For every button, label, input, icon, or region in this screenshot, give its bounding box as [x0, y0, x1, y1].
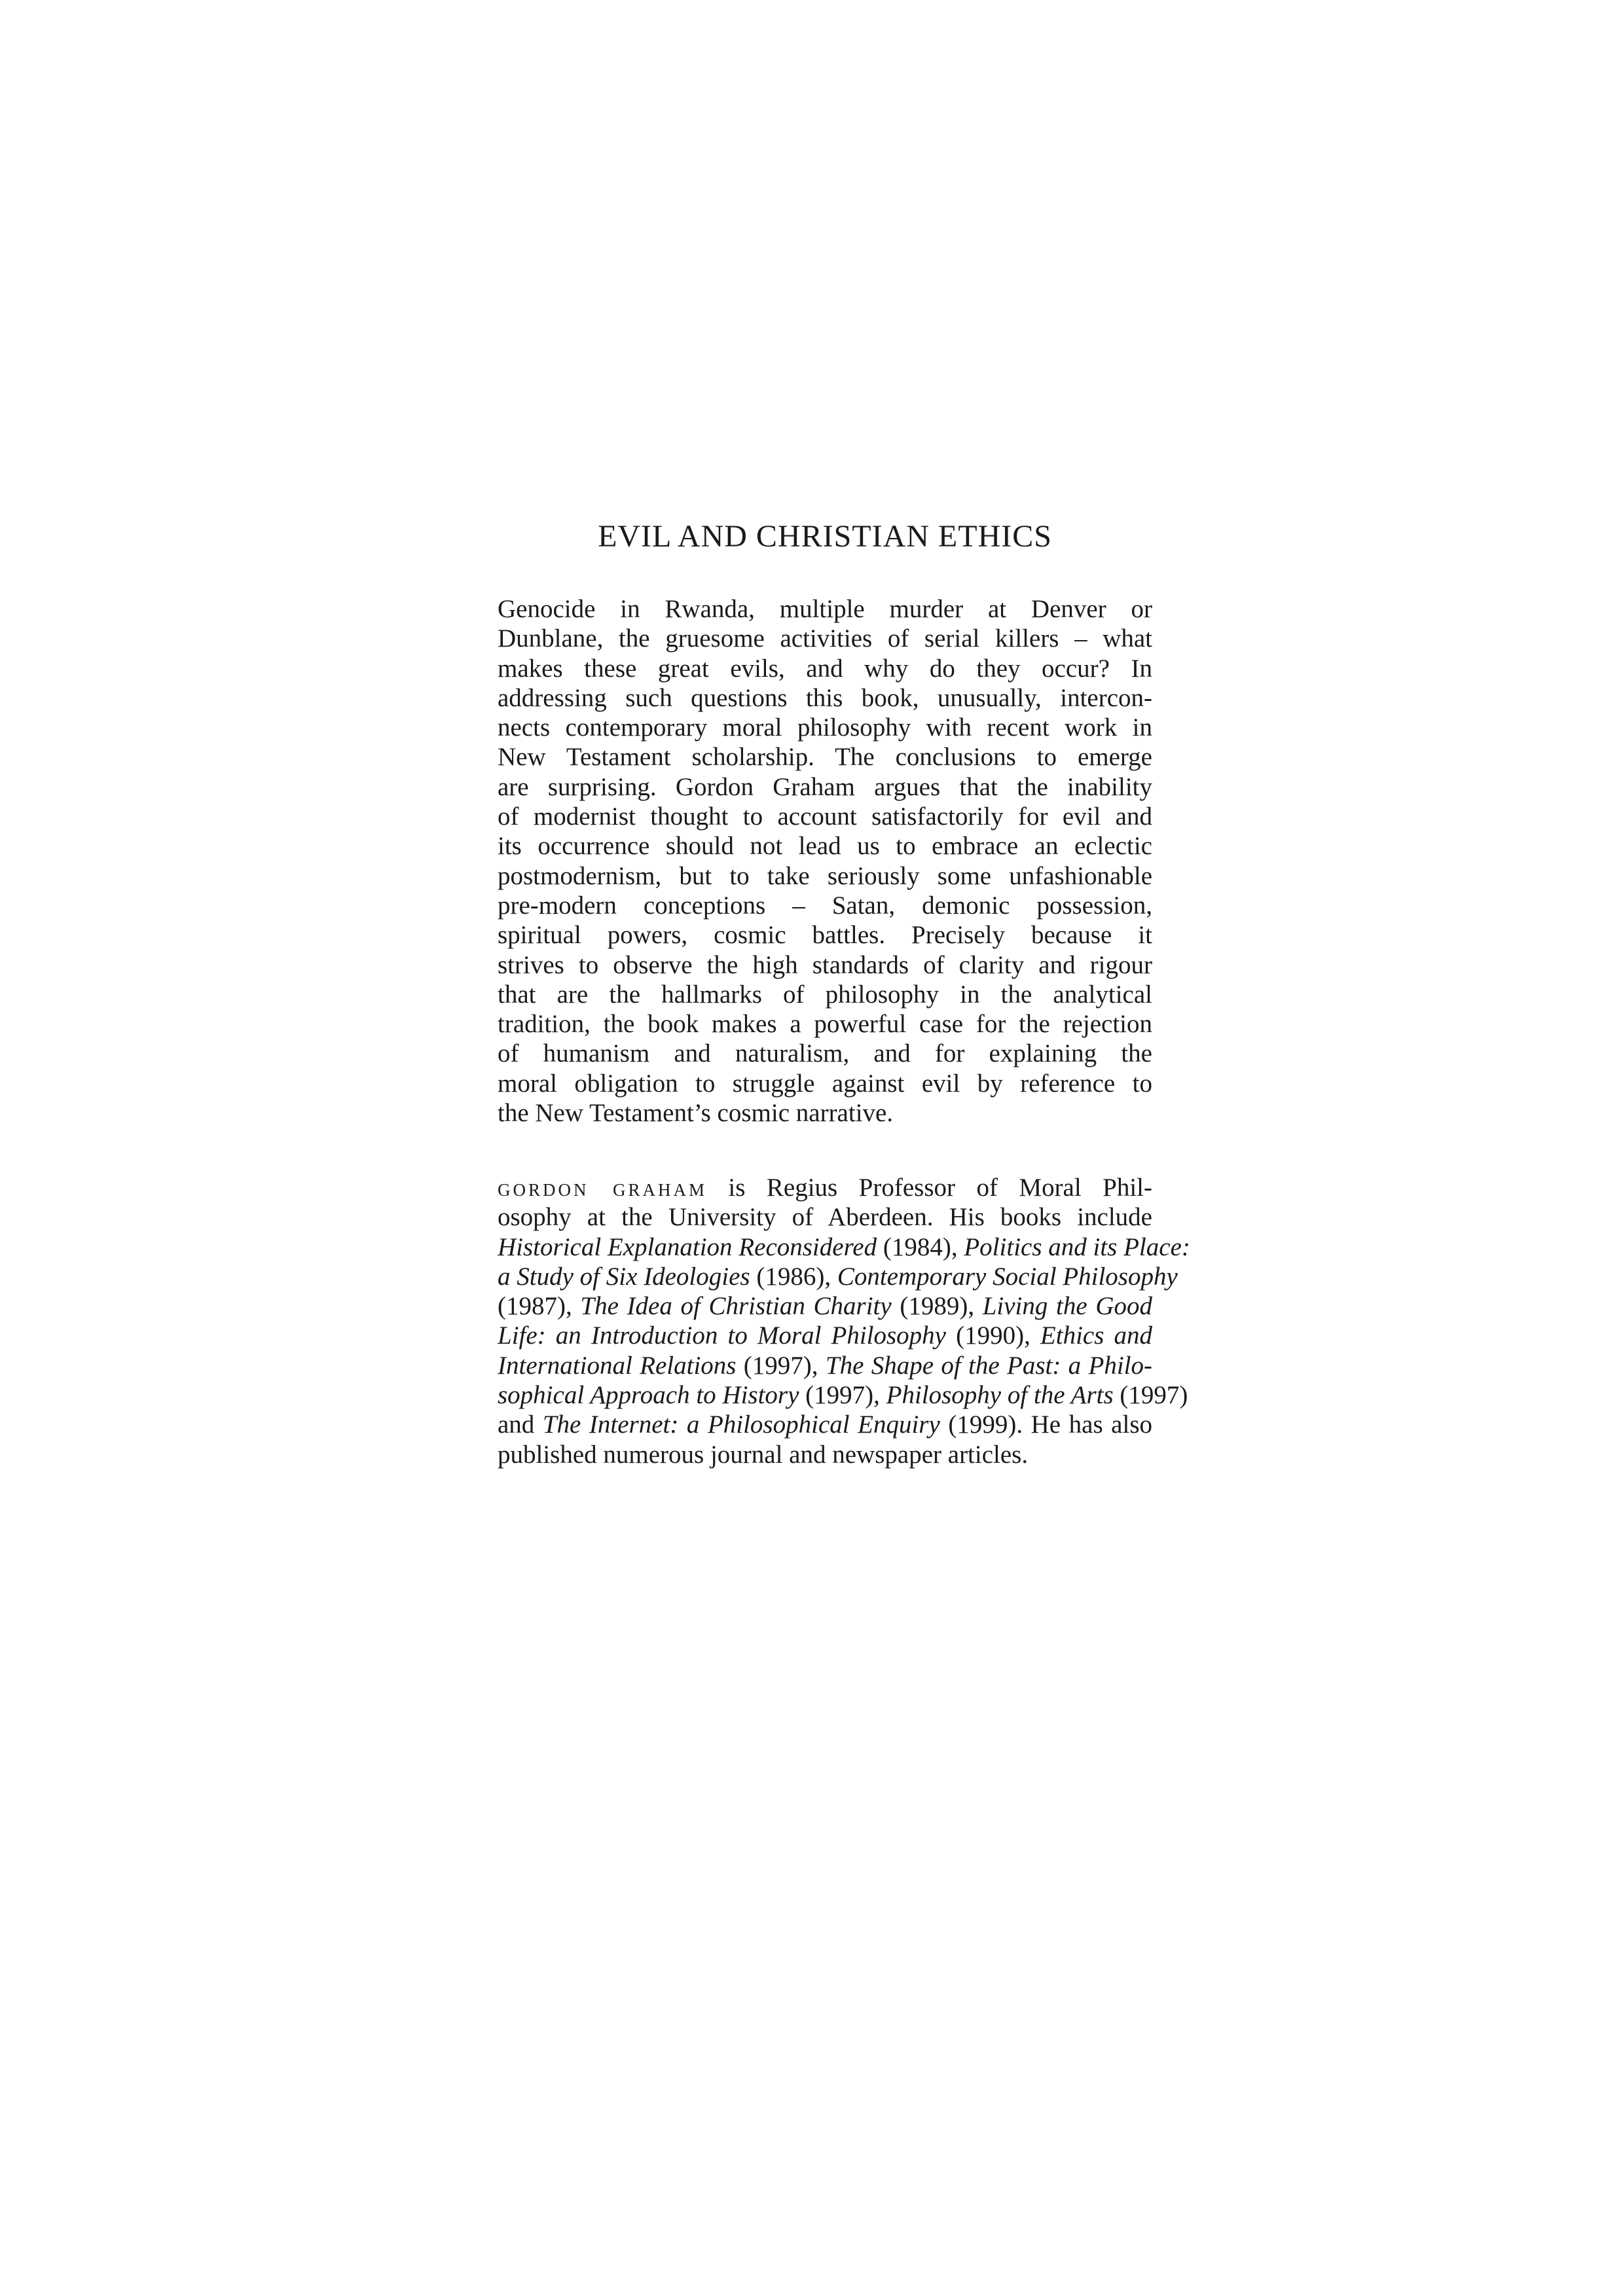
- description-line: Genocide in Rwanda, multiple murder at Denver or: [498, 595, 1152, 623]
- bio-line: a Study of Six Ideologies (1986), Contemporary Social Philosophy: [498, 1262, 1178, 1291]
- description-line: pre-modern conceptions – Satan, demonic possession,: [498, 891, 1152, 920]
- description-line: makes these great evils, and why do they occur? In: [498, 654, 1152, 683]
- description-line: nects contemporary moral philosophy with recent work in: [498, 713, 1152, 742]
- description-line: addressing such questions this book, unusually, intercon-: [498, 683, 1152, 712]
- description-line: of modernist thought to account satisfactorily for evil and: [498, 802, 1152, 831]
- book-title-ref: Living the Good: [982, 1292, 1153, 1321]
- description-line: are surprising. Gordon Graham argues that the inability: [498, 772, 1152, 801]
- description-line: spiritual powers, cosmic battles. Precisely because it: [498, 921, 1152, 950]
- description-line: moral obligation to struggle against evil by reference to: [498, 1069, 1152, 1098]
- description-line: tradition, the book makes a powerful case for the rejection: [498, 1010, 1152, 1039]
- description-line: that are the hallmarks of philosophy in the analytical: [498, 980, 1152, 1009]
- description-line: strives to observe the high standards of clarity and rigour: [498, 950, 1152, 979]
- book-title-ref: Life: an Introduction to Moral Philosophy: [498, 1321, 946, 1350]
- book-title-ref: The Internet: a Philosophical Enquiry: [542, 1410, 940, 1439]
- author-name: gordon graham: [498, 1174, 707, 1202]
- book-title-ref: a Study of Six Ideologies: [498, 1262, 750, 1291]
- bio-line: published numerous journal and newspaper articles.: [498, 1440, 1029, 1469]
- bio-line: and The Internet: a Philosophical Enquiry (1999). He has also: [498, 1410, 1152, 1439]
- book-title-ref: The Idea of Christian Charity: [580, 1292, 892, 1321]
- book-title-ref: Ethics and: [1040, 1321, 1152, 1350]
- bio-line: sophical Approach to History (1997), Philosophy of the Arts (1997): [498, 1381, 1188, 1410]
- description-line: of humanism and naturalism, and for explaining the: [498, 1039, 1152, 1068]
- description-line: Dunblane, the gruesome activities of serial killers – what: [498, 624, 1152, 653]
- book-title-ref: sophical Approach to History: [498, 1381, 799, 1410]
- book-title-ref: Politics and its Place:: [964, 1232, 1190, 1261]
- description-line: the New Testament’s cosmic narrative.: [498, 1099, 894, 1128]
- book-title-ref: Historical Explanation Reconsidered: [498, 1232, 877, 1261]
- description-line: postmodernism, but to take seriously some unfashionable: [498, 861, 1152, 890]
- bio-line: (1987), The Idea of Christian Charity (1989), Living the Good: [498, 1292, 1153, 1321]
- description-line: its occurrence should not lead us to embrace an eclectic: [498, 832, 1152, 861]
- bio-line: Historical Explanation Reconsidered (1984), Politics and its Place:: [498, 1232, 1190, 1261]
- bio-line: gordon graham is Regius Professor of Moral Phil-: [498, 1174, 1152, 1202]
- book-title-ref: International Relations: [498, 1351, 737, 1380]
- bio-line: Life: an Introduction to Moral Philosophy (1990), Ethics and: [498, 1321, 1152, 1350]
- author-biography: [498, 1173, 1190, 1469]
- bio-line: International Relations (1997), The Shape of the Past: a Philo-: [498, 1351, 1152, 1380]
- book-title-ref: Contemporary Social Philosophy: [837, 1262, 1178, 1291]
- book-title-ref: Philosophy of the Arts: [886, 1381, 1114, 1410]
- book-title-ref: The Shape of the Past: a Philo-: [825, 1351, 1152, 1380]
- bio-line: osophy at the University of Aberdeen. His books include: [498, 1203, 1152, 1232]
- description-line: New Testament scholarship. The conclusions to emerge: [498, 743, 1152, 772]
- book-description: [498, 594, 1152, 1128]
- book-title: EVIL AND CHRISTIAN ETHICS: [598, 519, 1052, 554]
